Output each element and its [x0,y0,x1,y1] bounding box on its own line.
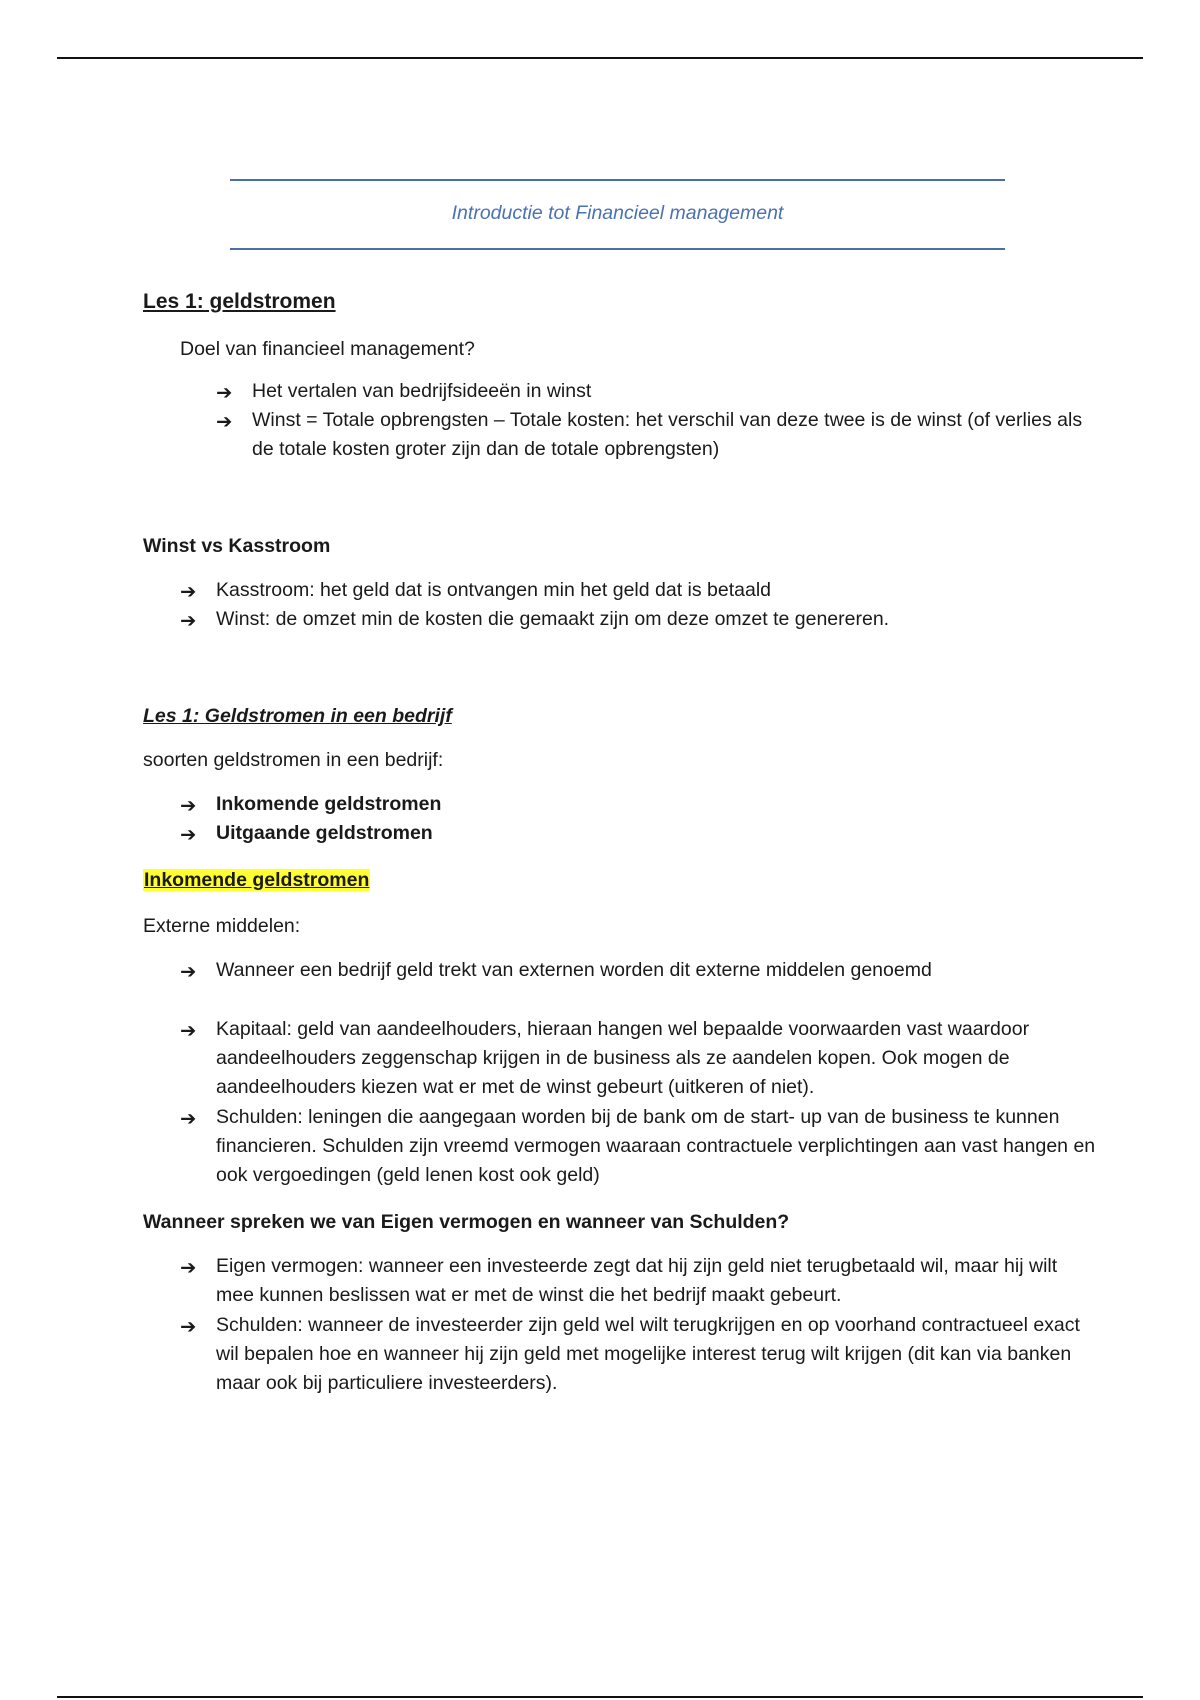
section-heading-inkomende [143,869,370,892]
arrow-icon: ➔ [180,1020,197,1042]
arrow-icon: ➔ [180,795,197,817]
section-label: Externe middelen: [143,915,301,937]
title-rule-top [230,179,1005,181]
section-heading-les1: Les 1: geldstromen [143,290,336,313]
section-intro: soorten geldstromen in een bedrijf: [143,749,444,771]
arrow-icon: ➔ [180,961,197,983]
highlighted-heading: Inkomende geldstromen [144,869,370,891]
arrow-icon: ➔ [180,1257,197,1279]
title-rule-bottom [230,248,1005,250]
arrow-icon: ➔ [180,824,197,846]
arrow-icon: ➔ [216,382,233,404]
section-heading-winst-kasstroom: Winst vs Kasstroom [143,535,331,557]
arrow-icon: ➔ [180,581,197,603]
arrow-icon: ➔ [180,1316,197,1338]
arrow-icon: ➔ [180,1108,197,1130]
arrow-icon: ➔ [180,610,197,632]
section-heading-geldstromen-bedrijf: Les 1: Geldstromen in een bedrijf [143,705,452,727]
section-question: Doel van financieel management? [180,338,475,360]
arrow-icon: ➔ [216,411,233,433]
document-title: Introductie tot Financieel management [451,202,784,224]
page-top-rule [57,57,1143,59]
section-heading-eigen-vermogen: Wanneer spreken we van Eigen vermogen en wanneer van Schulden? [143,1211,790,1233]
page-bottom-rule [57,1696,1143,1698]
